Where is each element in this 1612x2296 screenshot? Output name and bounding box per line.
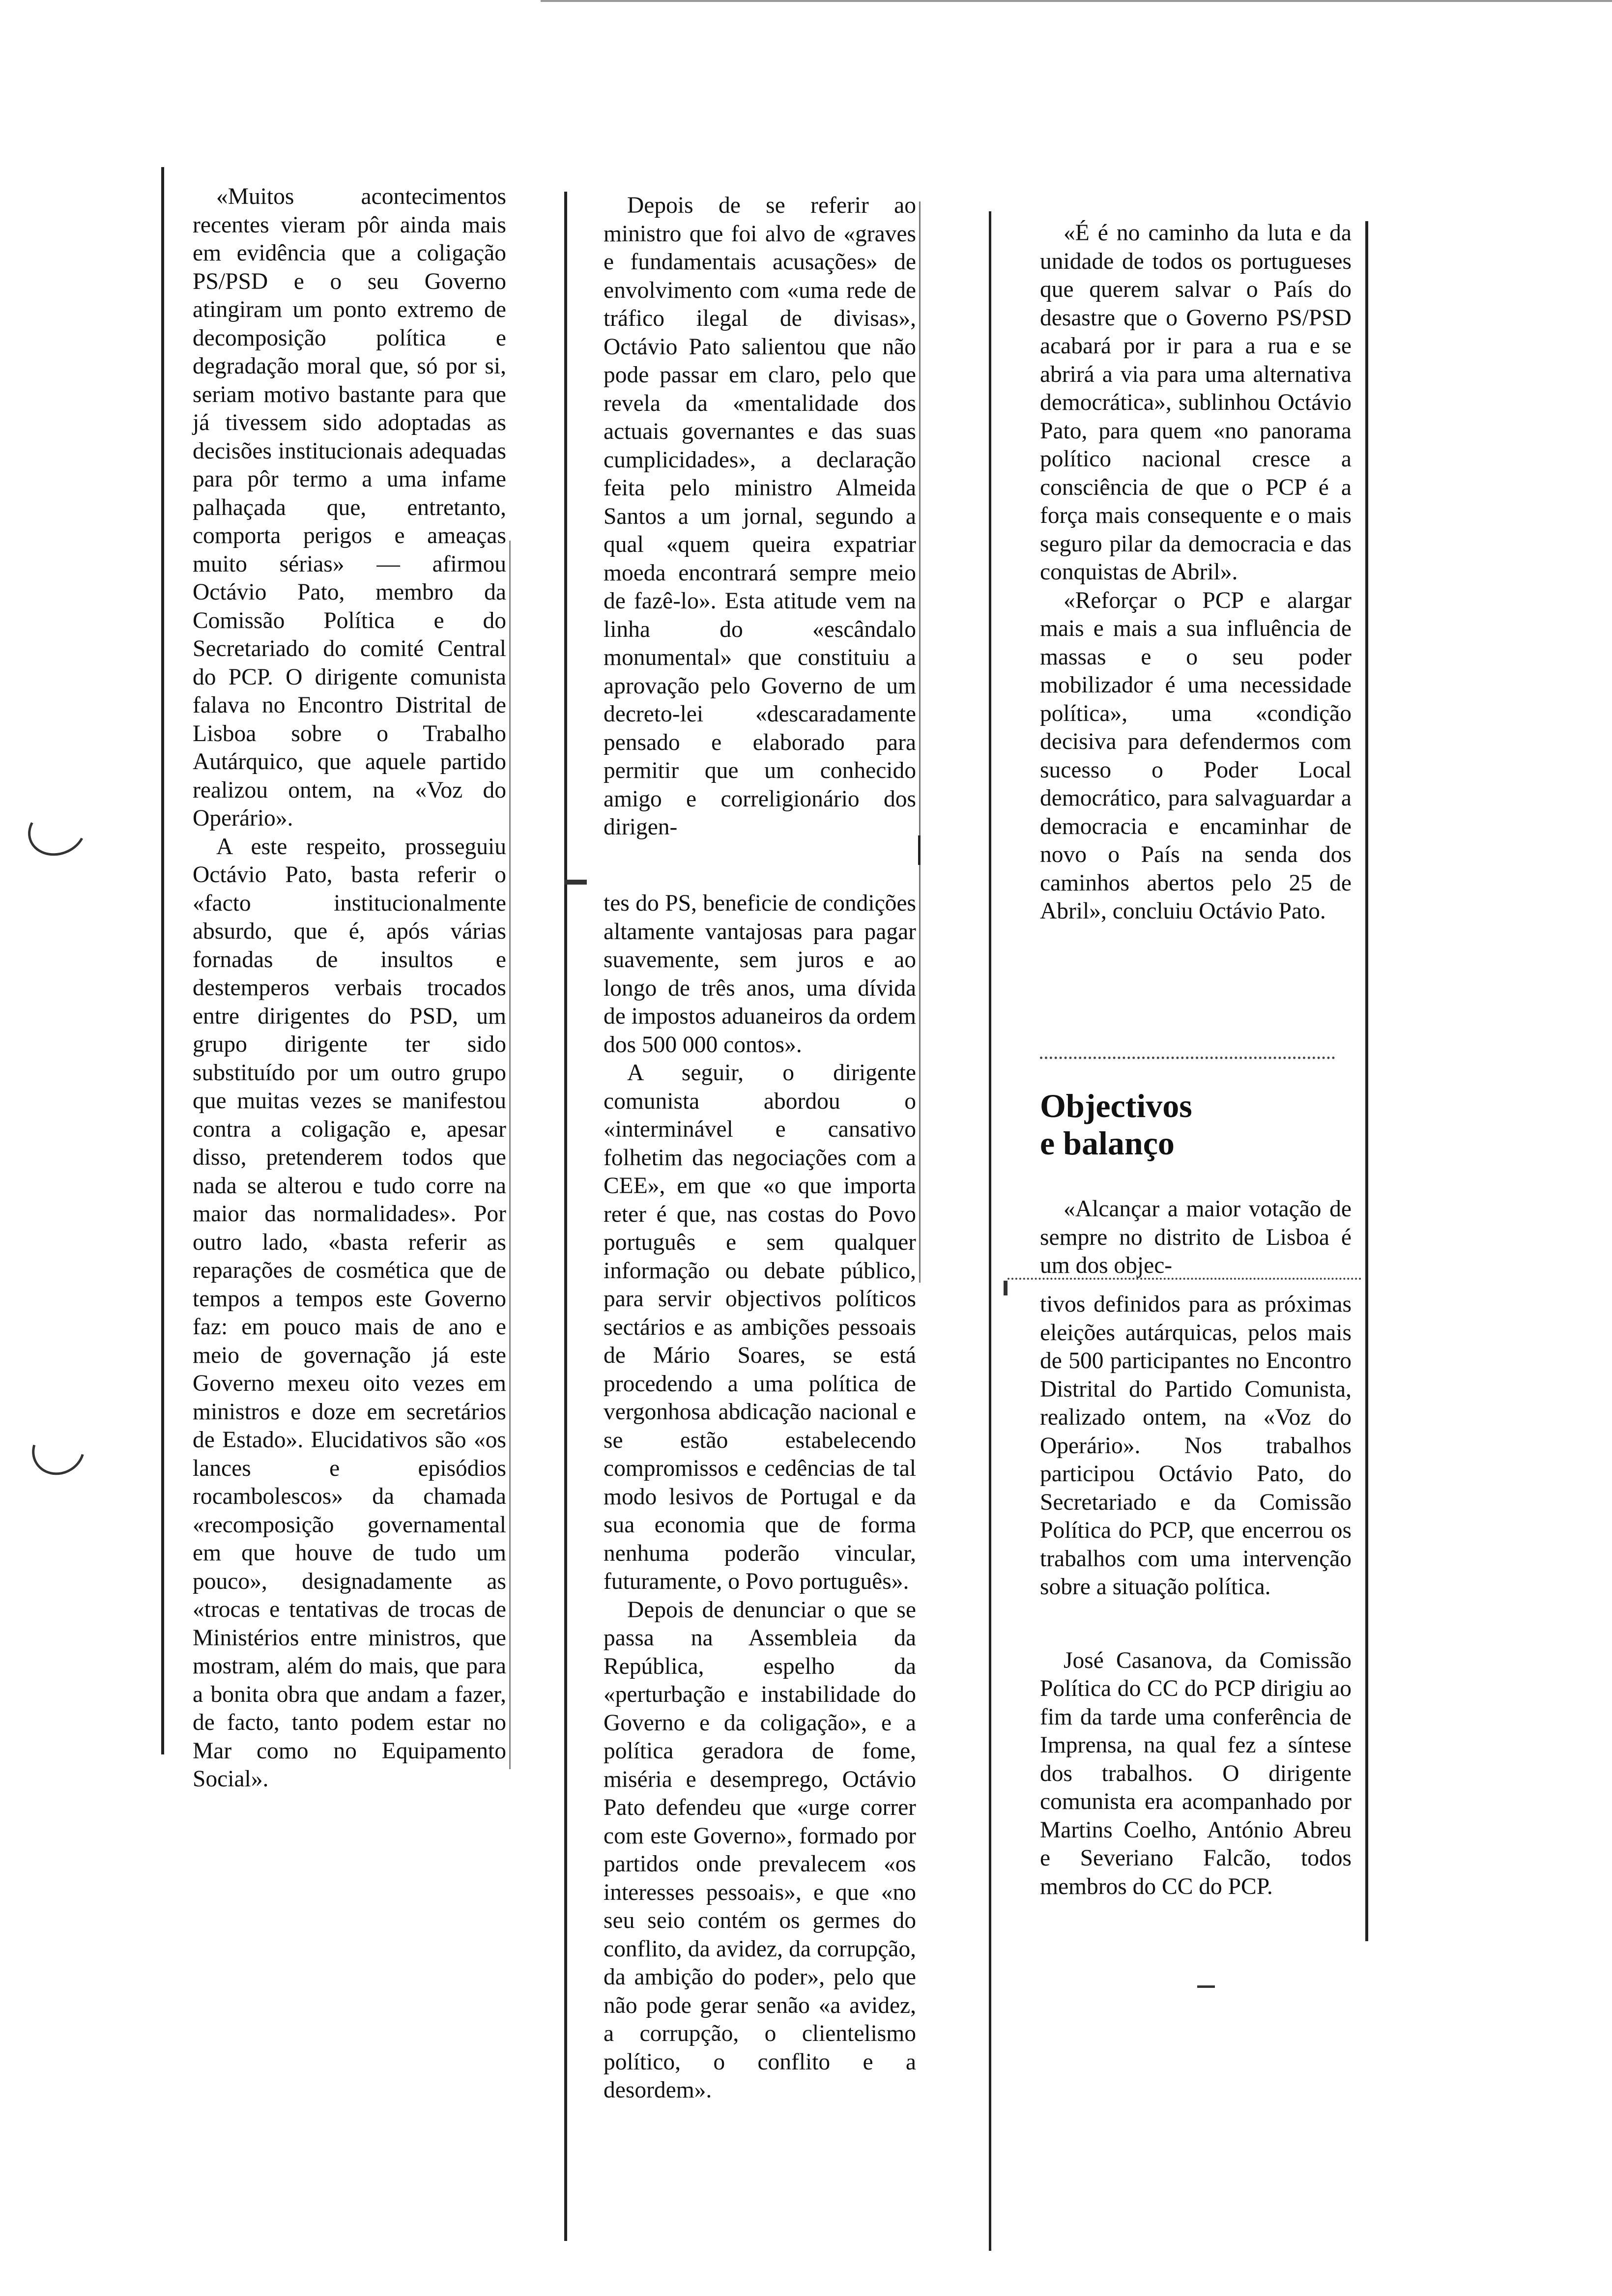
article-column-2-top [604,192,916,842]
paragraph: «Muitos acontecimentos recentes vieram pôr ainda mais em evidência que a coligação PS/PSD e o seu Governo atingiram um ponto extremo de decomposição política e degradação moral que, só por si, seriam motivo bastante para que já tivessem sido adoptadas as decisões institucionais adequadas para pôr termo a uma infame palhaçada que, entretanto, comporta perigos e ameaças muito sérias» — afirmou Octávio Pato, membro da Comissão Política e do Secretariado do comité Central do PCP. O dirigente comunista falava no Encontro Distrital de Lisboa sobre o Trabalho Autárquico, que aquele partido realizou ontem, na «Voz do Operário». [193,184,506,831]
end-mark [1197,1985,1215,1988]
article-column-2-bottom [604,890,916,2105]
heading-line: e balanço [1040,1124,1175,1162]
column-rule-center-right [919,201,921,1283]
heading-line: Objectivos [1040,1087,1192,1124]
article-column-1 [193,183,506,1794]
column-break-mark-right [1004,1281,1008,1295]
paragraph: «Alcançar a maior votação de sempre no distrito de Lisboa é um dos objec- [1040,1196,1352,1278]
paragraph: A seguir, o dirigente comunista abordou o «interminável e cansativo folhetim das negociações com a CEE», em que «o que importa reter é que, nas costas do Povo português e sem qualquer informação ou debate público, para servir objectivos políticos sectários e as ambições pessoais de Mário Soares, se está procedendo a uma política de vergonhosa abdicação nacional e se estão estabelecendo compromissos e cedências de tal modo lesivos de Portugal e da sua economia que de forma nenhuma poderão vincular, futuramente, o Povo português». [604,1060,916,1594]
column-rule-far-right [1365,221,1368,1941]
column-rule-col1-right [509,541,511,1769]
paragraph: Depois de se referir ao ministro que foi alvo de «graves e fundamentais acusações» de envolvimento com «uma rede de tráfico ilegal de divisas», Octávio Pato salientou que não pode passar em claro, pelo que revela da «mentalidade dos actuais governantes e das suas cumplicidades», a declaração feita pelo ministro Almeida Santos a um jornal, segundo a qual «quem queira expatriar moeda encontrará sempre meio de fazê-lo». Esta atitude vem na linha do «escândalo monumental» que constituiu a aprovação pelo Governo de um decreto-lei «descaradamente pensado e elaborado para permitir que um conhecido amigo e correligionário dos dirigen- [604,193,916,840]
column-break-dots [1008,1278,1361,1280]
paragraph: «Reforçar o PCP e alargar mais e mais a sua influência de massas e o seu poder mobilizador é uma necessidade política», uma «condição decisiva para defendermos com sucesso o Poder Local democrático, para salvaguardar a democracia e encaminhar de novo o País na senda dos caminhos abertos pelo 25 de Abril», concluiu Octávio Pato. [1040,587,1352,924]
paragraph: A este respeito, prosseguiu Octávio Pato, basta referir o «facto institucionalmente absurdo, que é, após várias fornadas de insultos e destemperos verbais trocados entre dirigentes do PSD, um grupo dirigente ter sido substituído por um outro grupo que muitas vezes se manifestou contra a coligação e, apesar disso, pretenderem todos que nada se alterou e tudo corre na maior das normalidades». Por outro lado, «basta referir as reparações de cosmética que de tempos a tempos este Governo faz: em pouco mais de ano e meio de governação já este Governo mexeu oito vezes em ministros e doze em secretários de Estado». Elucidativos são «os lances e episódios rocambolescos» da chamada «recomposição governamental em que houve de tudo um pouco», designadamente as «trocas e tentativas de trocas de Ministérios entre ministros, que mostram, além do mais, que para a bonita obra que andam a fazer, de facto, tanto podem estar no Mar como no Equipamento Social». [193,833,506,1792]
column-break-mark [564,880,587,885]
column-rule-center [564,192,567,2241]
section-heading [1040,1087,1192,1162]
paragraph: José Casanova, da Comissão Política do CC do PCP dirigiu ao fim da tarde uma conferência de Imprensa, na qual fez a síntese dos trabalhos. O dirigente comunista era acompanhado por Martins Coelho, António Abreu e Severiano Falcão, todos membros do CC do PCP. [1040,1647,1352,1899]
article-column-3-top [1040,219,1352,926]
paragraph-continuation: tes do PS, beneficie de condições altamente vantajosas para pagar suavemente, sem juros e ao longo de três anos, uma dívida de impostos aduaneiros da ordem dos 500 000 contos». [604,890,916,1058]
binder-hole-mark-top [21,797,93,863]
paragraph: Depois de denunciar o que se passa na Assembleia da República, espelho da «perturbação e instabilidade do Governo e da coligação», e a política geradora de fome, miséria e desemprego, Octávio Pato defendeu que «urge correr com este Governo», formado por partidos onde prevalecem «os interesses pessoais», e que «no seu seio contém os germes do conflito, da avidez, da corrupção, da ambição do poder», pelo que não pode gerar senão «a avidez, a corrupção, o clientelismo político, o conflito e a desordem». [604,1597,916,2103]
article-column-3-intro [1040,1195,1352,1280]
column-rule-right-of-center [918,835,921,865]
column-rule-right-outer [989,211,991,2251]
paragraph-continuation: tivos definidos para as próximas eleições autárquicas, pelos mais de 500 participantes no Encontro Distrital do Partido Comunista, realizado ontem, na «Voz do Operário». Nos trabalhos participou Octávio Pato, do Secretariado e da Comissão Política do PCP, que encerrou os trabalhos com uma intervenção sobre a situação política. [1040,1292,1352,1600]
page-top-edge [541,0,1612,2]
binder-hole-mark-bottom [23,1415,94,1485]
column-rule-left [161,167,164,1754]
section-divider [1040,1057,1335,1059]
paragraph: «É é no caminho da luta e da unidade de todos os portugueses que querem salvar o País do desastre que o Governo PS/PSD acabará por ir para a rua e se abrirá a via para uma alternativa democrática», sublinhou Octávio Pato, para quem «no panorama político nacional cresce a consciência de que o PCP é a força mais consequente e o mais seguro pilar da democracia e das conquistas de Abril». [1040,220,1352,585]
article-column-3-bottom [1040,1291,1352,1901]
